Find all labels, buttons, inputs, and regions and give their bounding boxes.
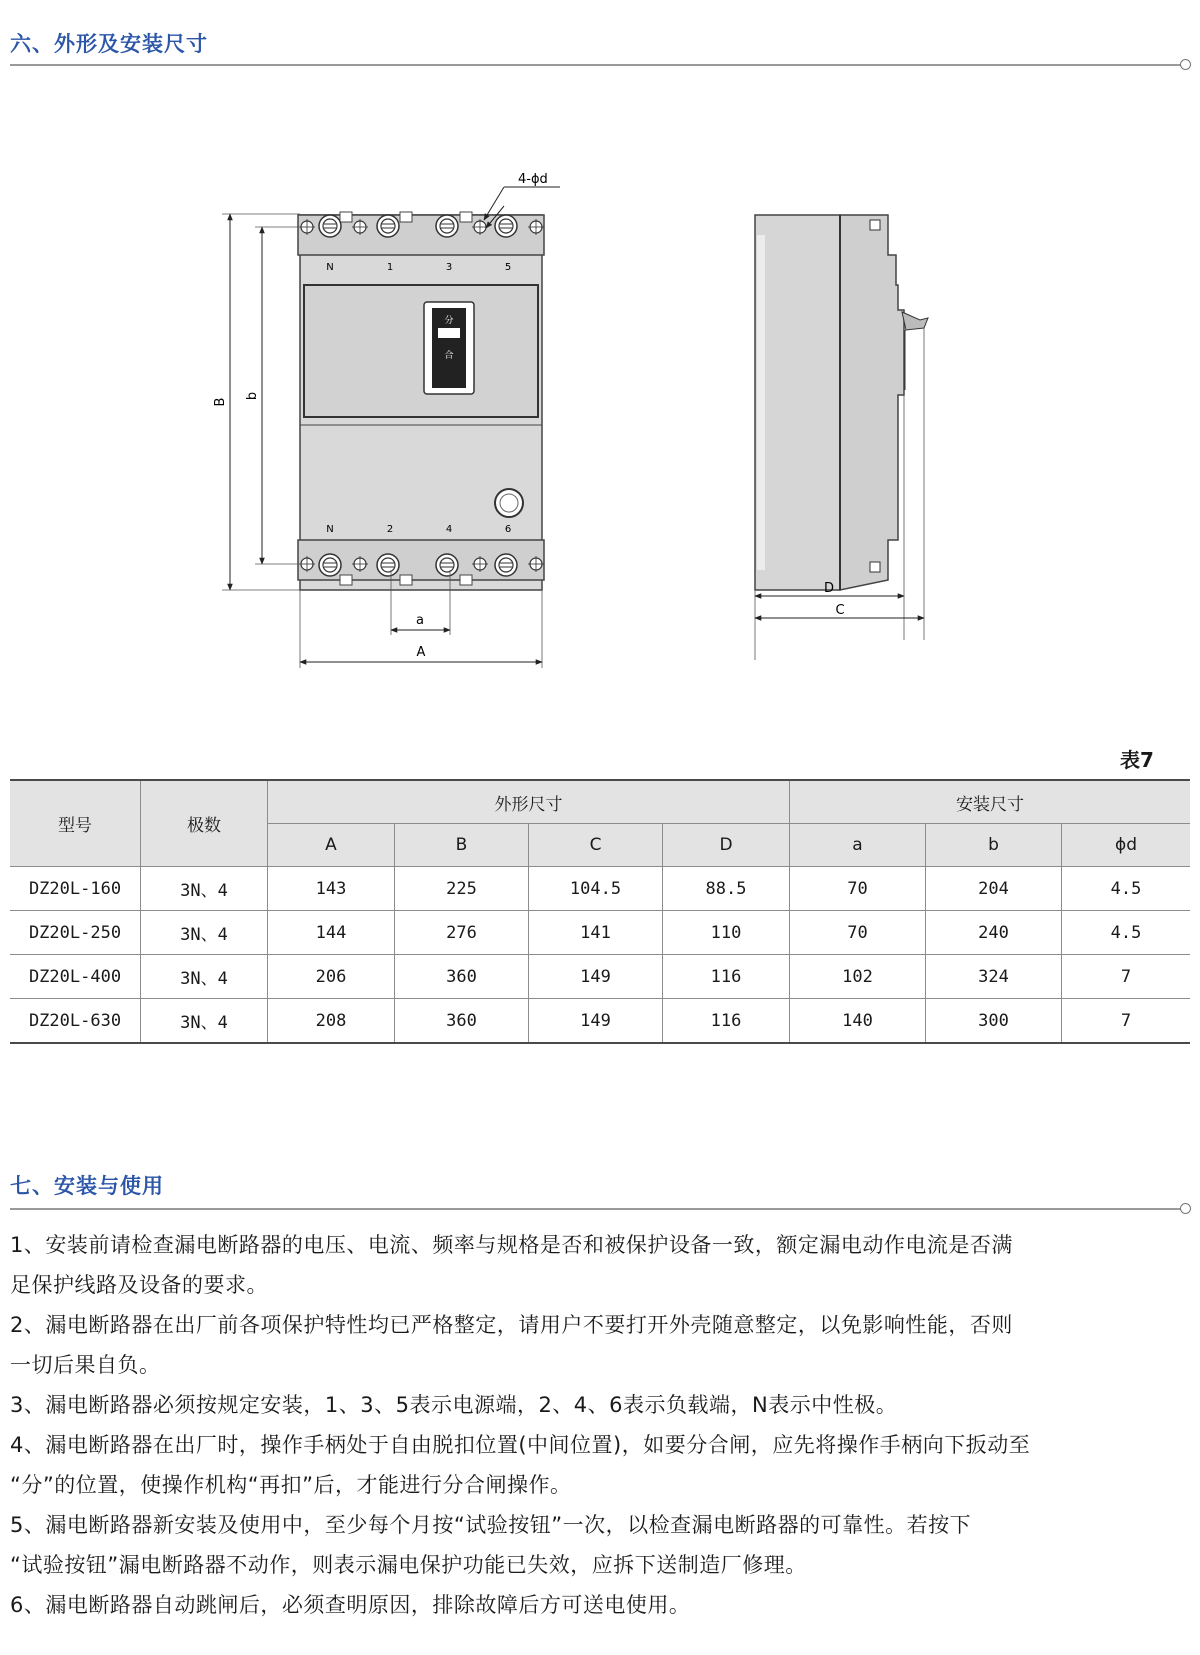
section6-title: 六、外形及安装尺寸 bbox=[10, 32, 208, 56]
note-line: 5、漏电断路器新安装及使用中，至少每个月按“试验按钮”一次，以检查漏电断路器的可靠性。若按下 bbox=[10, 1513, 972, 1537]
cell-A: 206 bbox=[268, 955, 395, 999]
cell-model: DZ20L-160 bbox=[10, 867, 141, 911]
header-col-B: B bbox=[395, 824, 529, 867]
header-mount: 安装尺寸 bbox=[790, 780, 1191, 824]
cell-a: 70 bbox=[790, 911, 926, 955]
section7-rule-end bbox=[1180, 1203, 1191, 1214]
section6-rule bbox=[10, 64, 1182, 66]
note-line: 6、漏电断路器自动跳闸后，必须查明原因，排除故障后方可送电使用。 bbox=[10, 1593, 691, 1617]
note-line: 4、漏电断路器在出厂时，操作手柄处于自由脱扣位置(中间位置)，如要分合闸，应先将操作手柄向下扳动至 bbox=[10, 1433, 1031, 1457]
note-line: 2、漏电断路器在出厂前各项保护特性均已严格整定，请用户不要打开外壳随意整定，以免影响性能，否则 bbox=[10, 1313, 1013, 1337]
header-col-A: A bbox=[268, 824, 395, 867]
cell-a: 140 bbox=[790, 999, 926, 1044]
dim-a-label: a bbox=[416, 613, 424, 628]
cell-d: 4.5 bbox=[1062, 911, 1191, 955]
cell-A: 208 bbox=[268, 999, 395, 1044]
header-model: 型号 bbox=[10, 780, 141, 867]
dim-A-label: A bbox=[416, 645, 426, 660]
cell-b: 300 bbox=[926, 999, 1062, 1044]
header-col-a: a bbox=[790, 824, 926, 867]
note-line: 3、漏电断路器必须按规定安装，1、3、5表示电源端，2、4、6表示负载端，N表示中性极。 bbox=[10, 1393, 898, 1417]
terminal-label-bottom: 2 bbox=[386, 524, 394, 535]
header-col-d: ϕd bbox=[1062, 824, 1191, 867]
cell-a: 102 bbox=[790, 955, 926, 999]
cell-poles: 3N、4 bbox=[141, 867, 268, 911]
table-row bbox=[10, 955, 1190, 999]
cell-model: DZ20L-400 bbox=[10, 955, 141, 999]
cell-d: 7 bbox=[1062, 955, 1191, 999]
section7-title: 七、安装与使用 bbox=[10, 1174, 164, 1198]
handle-on-label: 合 bbox=[444, 351, 454, 361]
header-col-D: D bbox=[663, 824, 790, 867]
terminal-label-bottom: N bbox=[326, 524, 334, 535]
section6-rule-end bbox=[1180, 59, 1191, 70]
dimension-table bbox=[10, 779, 1190, 1044]
cell-poles: 3N、4 bbox=[141, 955, 268, 999]
cell-a: 70 bbox=[790, 867, 926, 911]
terminal-label-top: 3 bbox=[445, 262, 453, 273]
dim-D-label: D bbox=[823, 581, 835, 596]
handle-off-label: 分 bbox=[444, 316, 454, 326]
note-line: 1、安装前请检查漏电断路器的电压、电流、频率与规格是否和被保护设备一致，额定漏电动作电流是否满 bbox=[10, 1233, 1013, 1257]
terminal-label-bottom: 4 bbox=[445, 524, 453, 535]
note-line: “试验按钮”漏电断路器不动作，则表示漏电保护功能已失效，应拆下送制造厂修理。 bbox=[10, 1553, 807, 1577]
cell-model: DZ20L-250 bbox=[10, 911, 141, 955]
cell-A: 144 bbox=[268, 911, 395, 955]
cell-C: 141 bbox=[529, 911, 663, 955]
dim-B-label: B bbox=[213, 397, 228, 407]
table-row bbox=[10, 867, 1190, 911]
usage-notes bbox=[10, 1225, 1190, 1625]
cell-A: 143 bbox=[268, 867, 395, 911]
cell-B: 360 bbox=[395, 955, 529, 999]
cell-C: 104.5 bbox=[529, 867, 663, 911]
cell-B: 276 bbox=[395, 911, 529, 955]
cell-B: 225 bbox=[395, 867, 529, 911]
header-col-C: C bbox=[529, 824, 663, 867]
cell-b: 324 bbox=[926, 955, 1062, 999]
table-tag: 表7 bbox=[1120, 748, 1154, 772]
cell-D: 116 bbox=[663, 999, 790, 1044]
cell-b: 204 bbox=[926, 867, 1062, 911]
cell-poles: 3N、4 bbox=[141, 999, 268, 1044]
note-line: 一切后果自负。 bbox=[10, 1353, 161, 1377]
cell-model: DZ20L-630 bbox=[10, 999, 141, 1044]
header-poles: 极数 bbox=[141, 780, 268, 867]
header-outline: 外形尺寸 bbox=[268, 780, 790, 824]
front-view bbox=[213, 172, 560, 668]
cell-D: 116 bbox=[663, 955, 790, 999]
terminal-label-top: 5 bbox=[504, 262, 512, 273]
cell-b: 240 bbox=[926, 911, 1062, 955]
dimension-drawing bbox=[0, 140, 1200, 700]
cell-D: 88.5 bbox=[663, 867, 790, 911]
cell-C: 149 bbox=[529, 999, 663, 1044]
cell-B: 360 bbox=[395, 999, 529, 1044]
cell-D: 110 bbox=[663, 911, 790, 955]
header-col-b: b bbox=[926, 824, 1062, 867]
terminal-label-top: N bbox=[326, 262, 334, 273]
cell-C: 149 bbox=[529, 955, 663, 999]
terminal-label-bottom: 6 bbox=[504, 524, 512, 535]
dim-C-label: C bbox=[835, 603, 845, 618]
table-row bbox=[10, 911, 1190, 955]
table-row bbox=[10, 999, 1190, 1044]
section7-rule bbox=[10, 1208, 1182, 1210]
dim-b-label: b bbox=[245, 391, 260, 401]
holes-label: 4-ϕd bbox=[518, 172, 548, 187]
cell-poles: 3N、4 bbox=[141, 911, 268, 955]
cell-d: 4.5 bbox=[1062, 867, 1191, 911]
cell-d: 7 bbox=[1062, 999, 1191, 1044]
note-line: 足保护线路及设备的要求。 bbox=[10, 1273, 268, 1297]
side-view bbox=[755, 215, 928, 660]
note-line: “分”的位置，使操作机构“再扣”后，才能进行分合闸操作。 bbox=[10, 1473, 572, 1497]
terminal-label-top: 1 bbox=[386, 262, 394, 273]
